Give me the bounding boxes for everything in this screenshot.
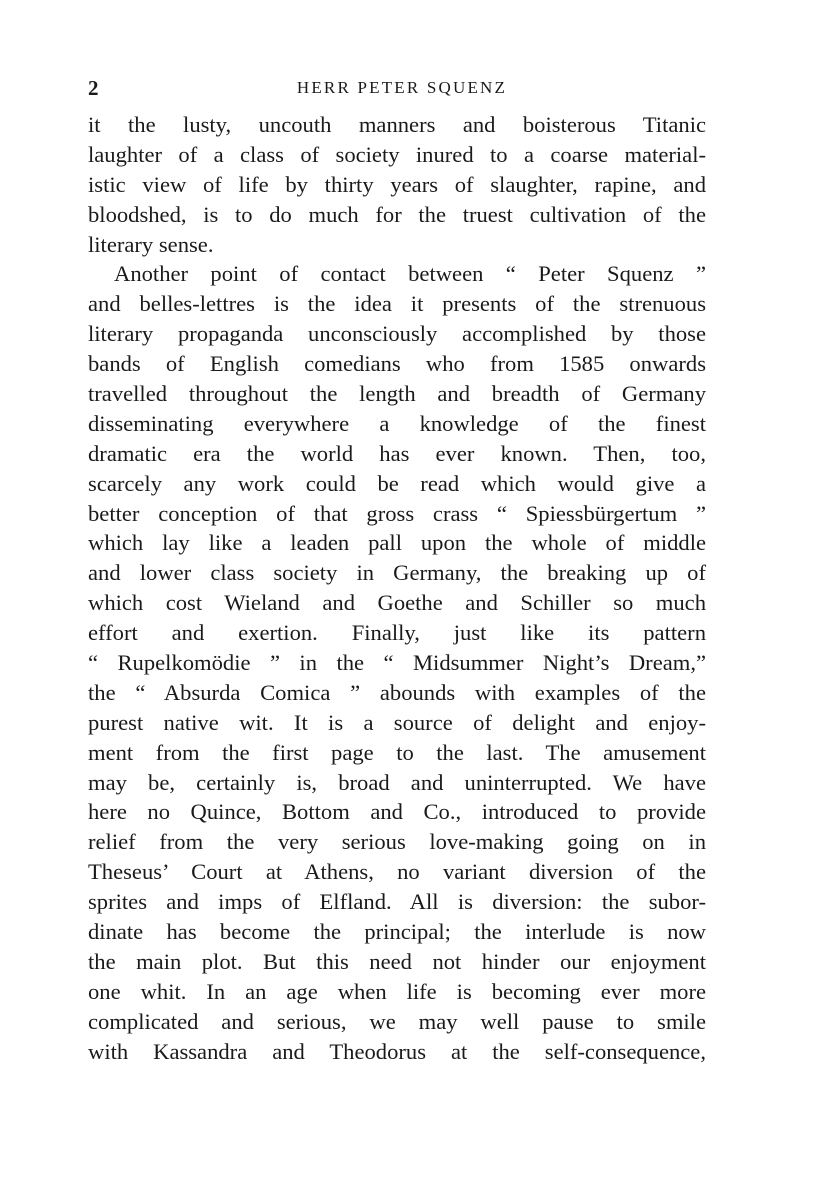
text-line: the “ Absurda Comica ” abounds with examples of the	[88, 679, 706, 705]
text-line: which lay like a leaden pall upon the whole of middle	[88, 530, 706, 556]
text-line: it the lusty, uncouth manners and boisterous Titanic	[88, 112, 706, 137]
text-line: effort and exertion. Finally, just like its pattern	[88, 620, 706, 646]
text-line: ment from the first page to the last. The amusement	[88, 739, 706, 765]
running-title: HERR PETER SQUENZ	[296, 78, 508, 97]
running-head	[88, 70, 706, 104]
text-line: one whit. In an age when life is becoming ever more	[88, 978, 706, 1004]
text-line: better conception of that gross crass “ Spiessbürgertum ”	[88, 500, 706, 526]
text-line: with Kassandra and Theodorus at the self-consequence,	[88, 1038, 706, 1064]
text-line: purest native wit. It is a source of delight and enjoy-	[88, 709, 706, 735]
text-line: bloodshed, is to do much for the truest cultivation of the	[88, 201, 706, 227]
text-line: laughter of a class of society inured to a coarse material-	[88, 141, 706, 167]
text-line: the main plot. But this need not hinder our enjoyment	[88, 948, 706, 974]
text-line: scarcely any work could be read which would give a	[88, 470, 706, 496]
text-line: sprites and imps of Elfland. All is diversion: the subor-	[88, 889, 706, 915]
text-line: literary propaganda unconsciously accomplished by those	[88, 321, 706, 347]
text-line: travelled throughout the length and breadth of Germany	[88, 381, 706, 407]
text-line: bands of English comedians who from 1585 onwards	[88, 351, 706, 377]
page-number: 2	[88, 76, 99, 100]
text-line: relief from the very serious love-making going on in	[88, 829, 706, 855]
text-line: “ Rupelkomödie ” in the “ Midsummer Night’s Dream,”	[88, 650, 706, 676]
text-line: dinate has become the principal; the interlude is now	[88, 919, 706, 945]
text-line: and lower class society in Germany, the breaking up of	[88, 560, 706, 586]
body-text	[88, 110, 706, 1067]
text-line: disseminating everywhere a knowledge of the finest	[88, 410, 706, 436]
paragraph-start-line: Another point of contact between “ Peter Squenz ”	[114, 261, 706, 287]
text-line: Theseus’ Court at Athens, no variant diversion of the	[88, 859, 706, 885]
text-line: and belles-lettres is the idea it presents of the strenuous	[88, 291, 706, 317]
text-line: complicated and serious, we may well pause to smile	[88, 1008, 706, 1034]
text-line: which cost Wieland and Goethe and Schiller so much	[88, 590, 706, 616]
book-page	[88, 70, 706, 1067]
text-line: here no Quince, Bottom and Co., introduced to provide	[88, 799, 706, 825]
text-line: istic view of life by thirty years of slaughter, rapine, and	[88, 171, 706, 197]
text-line: may be, certainly is, broad and uninterrupted. We have	[88, 769, 706, 795]
text-line: literary sense.	[88, 231, 214, 257]
text-line: dramatic era the world has ever known. Then, too,	[88, 440, 706, 466]
